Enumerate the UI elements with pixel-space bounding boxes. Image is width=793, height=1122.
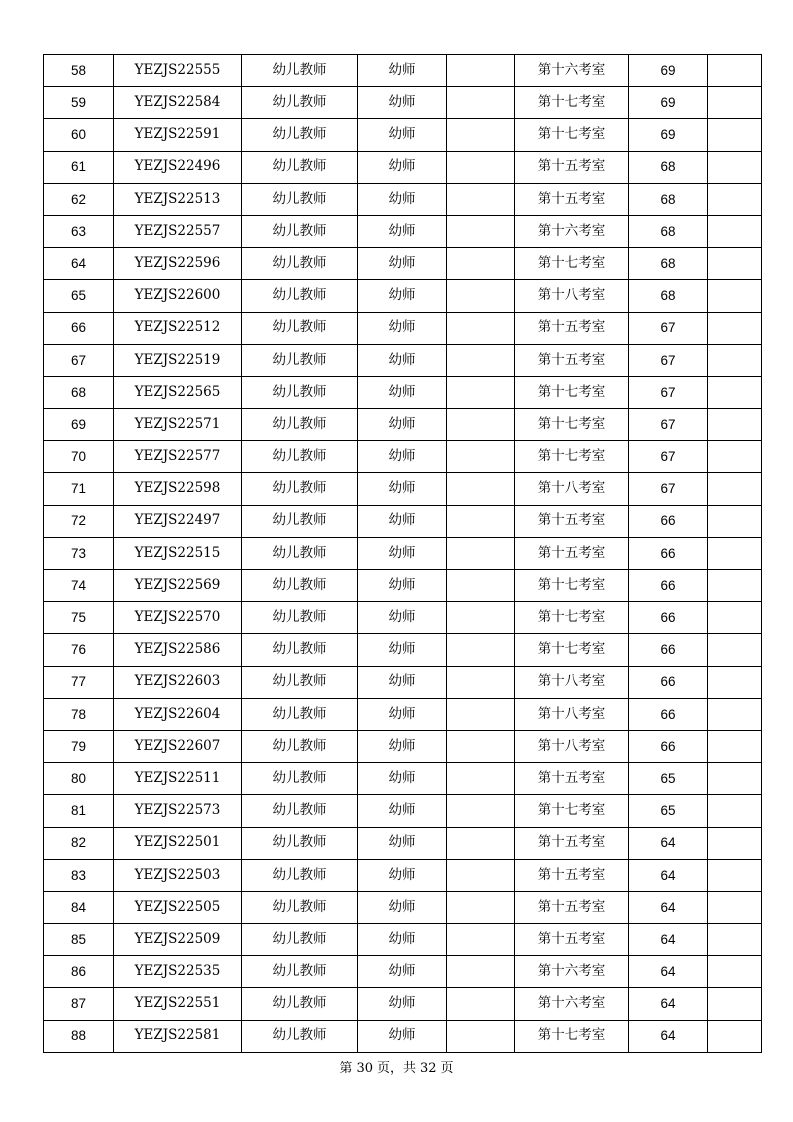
score-cell: 67 xyxy=(629,441,708,473)
blank-cell xyxy=(447,505,515,537)
room-cell: 第十七考室 xyxy=(515,376,629,408)
score-cell: 64 xyxy=(629,859,708,891)
footer-middle: 页，共 xyxy=(376,1061,416,1076)
subject-cell: 幼师 xyxy=(358,87,447,119)
table-row xyxy=(44,602,762,634)
exam-id-cell: YEZJS22581 xyxy=(114,1020,242,1052)
score-cell: 67 xyxy=(629,473,708,505)
score-cell: 68 xyxy=(629,151,708,183)
subject-cell: 幼师 xyxy=(358,248,447,280)
blank-cell xyxy=(447,827,515,859)
note-cell xyxy=(708,280,762,312)
table-row xyxy=(44,924,762,956)
exam-id-cell: YEZJS22512 xyxy=(114,312,242,344)
seq-cell: 86 xyxy=(44,956,114,988)
seq-cell: 83 xyxy=(44,859,114,891)
table-row xyxy=(44,248,762,280)
footer-total-pages: 32 xyxy=(420,1061,437,1076)
exam-id-cell: YEZJS22511 xyxy=(114,763,242,795)
score-cell: 66 xyxy=(629,634,708,666)
score-cell: 65 xyxy=(629,795,708,827)
score-cell: 67 xyxy=(629,409,708,441)
position-cell: 幼儿教师 xyxy=(242,795,358,827)
footer-prefix: 第 xyxy=(339,1061,353,1076)
table-row xyxy=(44,473,762,505)
table-row xyxy=(44,376,762,408)
score-cell: 68 xyxy=(629,280,708,312)
subject-cell: 幼师 xyxy=(358,602,447,634)
table-row xyxy=(44,634,762,666)
seq-cell: 63 xyxy=(44,215,114,247)
table-row xyxy=(44,215,762,247)
note-cell xyxy=(708,409,762,441)
room-cell: 第十五考室 xyxy=(515,537,629,569)
seq-cell: 82 xyxy=(44,827,114,859)
room-cell: 第十五考室 xyxy=(515,763,629,795)
position-cell: 幼儿教师 xyxy=(242,441,358,473)
note-cell xyxy=(708,859,762,891)
room-cell: 第十八考室 xyxy=(515,666,629,698)
subject-cell: 幼师 xyxy=(358,956,447,988)
score-cell: 68 xyxy=(629,215,708,247)
exam-id-cell: YEZJS22577 xyxy=(114,441,242,473)
score-cell: 64 xyxy=(629,1020,708,1052)
exam-id-cell: YEZJS22515 xyxy=(114,537,242,569)
note-cell xyxy=(708,473,762,505)
note-cell xyxy=(708,891,762,923)
position-cell: 幼儿教师 xyxy=(242,248,358,280)
seq-cell: 61 xyxy=(44,151,114,183)
seq-cell: 69 xyxy=(44,409,114,441)
seq-cell: 58 xyxy=(44,55,114,87)
score-cell: 64 xyxy=(629,988,708,1020)
subject-cell: 幼师 xyxy=(358,891,447,923)
table-row xyxy=(44,891,762,923)
position-cell: 幼儿教师 xyxy=(242,859,358,891)
table-row xyxy=(44,730,762,762)
exam-id-cell: YEZJS22505 xyxy=(114,891,242,923)
seq-cell: 68 xyxy=(44,376,114,408)
room-cell: 第十七考室 xyxy=(515,248,629,280)
seq-cell: 66 xyxy=(44,312,114,344)
subject-cell: 幼师 xyxy=(358,988,447,1020)
exam-id-cell: YEZJS22591 xyxy=(114,119,242,151)
blank-cell xyxy=(447,183,515,215)
score-cell: 67 xyxy=(629,376,708,408)
note-cell xyxy=(708,570,762,602)
note-cell xyxy=(708,505,762,537)
subject-cell: 幼师 xyxy=(358,859,447,891)
table-row xyxy=(44,119,762,151)
position-cell: 幼儿教师 xyxy=(242,473,358,505)
table-row xyxy=(44,151,762,183)
note-cell xyxy=(708,634,762,666)
exam-id-cell: YEZJS22573 xyxy=(114,795,242,827)
position-cell: 幼儿教师 xyxy=(242,763,358,795)
subject-cell: 幼师 xyxy=(358,55,447,87)
note-cell xyxy=(708,537,762,569)
exam-id-cell: YEZJS22570 xyxy=(114,602,242,634)
room-cell: 第十五考室 xyxy=(515,312,629,344)
note-cell xyxy=(708,248,762,280)
room-cell: 第十五考室 xyxy=(515,151,629,183)
room-cell: 第十五考室 xyxy=(515,891,629,923)
score-cell: 66 xyxy=(629,570,708,602)
subject-cell: 幼师 xyxy=(358,570,447,602)
subject-cell: 幼师 xyxy=(358,215,447,247)
note-cell xyxy=(708,666,762,698)
score-cell: 66 xyxy=(629,602,708,634)
subject-cell: 幼师 xyxy=(358,827,447,859)
score-cell: 66 xyxy=(629,537,708,569)
subject-cell: 幼师 xyxy=(358,409,447,441)
exam-id-cell: YEZJS22596 xyxy=(114,248,242,280)
seq-cell: 80 xyxy=(44,763,114,795)
subject-cell: 幼师 xyxy=(358,151,447,183)
blank-cell xyxy=(447,956,515,988)
note-cell xyxy=(708,312,762,344)
position-cell: 幼儿教师 xyxy=(242,87,358,119)
table-row xyxy=(44,666,762,698)
room-cell: 第十六考室 xyxy=(515,988,629,1020)
room-cell: 第十五考室 xyxy=(515,344,629,376)
exam-id-cell: YEZJS22496 xyxy=(114,151,242,183)
seq-cell: 59 xyxy=(44,87,114,119)
subject-cell: 幼师 xyxy=(358,312,447,344)
note-cell xyxy=(708,55,762,87)
subject-cell: 幼师 xyxy=(358,376,447,408)
position-cell: 幼儿教师 xyxy=(242,1020,358,1052)
room-cell: 第十七考室 xyxy=(515,795,629,827)
blank-cell xyxy=(447,344,515,376)
exam-id-cell: YEZJS22586 xyxy=(114,634,242,666)
exam-id-cell: YEZJS22571 xyxy=(114,409,242,441)
score-cell: 66 xyxy=(629,698,708,730)
subject-cell: 幼师 xyxy=(358,537,447,569)
table-row xyxy=(44,505,762,537)
seq-cell: 72 xyxy=(44,505,114,537)
footer-current-page: 30 xyxy=(356,1061,373,1076)
note-cell xyxy=(708,87,762,119)
blank-cell xyxy=(447,859,515,891)
subject-cell: 幼师 xyxy=(358,698,447,730)
blank-cell xyxy=(447,602,515,634)
seq-cell: 78 xyxy=(44,698,114,730)
room-cell: 第十七考室 xyxy=(515,1020,629,1052)
table-row xyxy=(44,827,762,859)
seq-cell: 64 xyxy=(44,248,114,280)
table-row xyxy=(44,988,762,1020)
position-cell: 幼儿教师 xyxy=(242,151,358,183)
position-cell: 幼儿教师 xyxy=(242,666,358,698)
seq-cell: 75 xyxy=(44,602,114,634)
exam-id-cell: YEZJS22557 xyxy=(114,215,242,247)
exam-id-cell: YEZJS22603 xyxy=(114,666,242,698)
seq-cell: 87 xyxy=(44,988,114,1020)
table-row xyxy=(44,570,762,602)
exam-id-cell: YEZJS22598 xyxy=(114,473,242,505)
note-cell xyxy=(708,827,762,859)
exam-id-cell: YEZJS22565 xyxy=(114,376,242,408)
position-cell: 幼儿教师 xyxy=(242,570,358,602)
blank-cell xyxy=(447,730,515,762)
position-cell: 幼儿教师 xyxy=(242,344,358,376)
note-cell xyxy=(708,183,762,215)
blank-cell xyxy=(447,795,515,827)
table-row xyxy=(44,280,762,312)
score-cell: 66 xyxy=(629,666,708,698)
subject-cell: 幼师 xyxy=(358,505,447,537)
results-table xyxy=(43,54,762,1053)
table-row xyxy=(44,1020,762,1052)
note-cell xyxy=(708,215,762,247)
blank-cell xyxy=(447,87,515,119)
seq-cell: 77 xyxy=(44,666,114,698)
blank-cell xyxy=(447,280,515,312)
position-cell: 幼儿教师 xyxy=(242,312,358,344)
blank-cell xyxy=(447,634,515,666)
blank-cell xyxy=(447,441,515,473)
room-cell: 第十六考室 xyxy=(515,215,629,247)
exam-id-cell: YEZJS22584 xyxy=(114,87,242,119)
table-row xyxy=(44,795,762,827)
exam-id-cell: YEZJS22600 xyxy=(114,280,242,312)
exam-id-cell: YEZJS22503 xyxy=(114,859,242,891)
seq-cell: 62 xyxy=(44,183,114,215)
page-footer xyxy=(0,1057,793,1076)
room-cell: 第十六考室 xyxy=(515,956,629,988)
position-cell: 幼儿教师 xyxy=(242,602,358,634)
seq-cell: 84 xyxy=(44,891,114,923)
position-cell: 幼儿教师 xyxy=(242,827,358,859)
table-row xyxy=(44,87,762,119)
exam-id-cell: YEZJS22519 xyxy=(114,344,242,376)
position-cell: 幼儿教师 xyxy=(242,634,358,666)
position-cell: 幼儿教师 xyxy=(242,891,358,923)
exam-id-cell: YEZJS22501 xyxy=(114,827,242,859)
score-cell: 69 xyxy=(629,119,708,151)
room-cell: 第十五考室 xyxy=(515,924,629,956)
subject-cell: 幼师 xyxy=(358,280,447,312)
note-cell xyxy=(708,151,762,183)
position-cell: 幼儿教师 xyxy=(242,537,358,569)
score-cell: 68 xyxy=(629,248,708,280)
table-row xyxy=(44,441,762,473)
score-cell: 68 xyxy=(629,183,708,215)
position-cell: 幼儿教师 xyxy=(242,280,358,312)
seq-cell: 71 xyxy=(44,473,114,505)
subject-cell: 幼师 xyxy=(358,441,447,473)
table-row xyxy=(44,698,762,730)
subject-cell: 幼师 xyxy=(358,344,447,376)
table-body xyxy=(44,55,762,1053)
exam-id-cell: YEZJS22551 xyxy=(114,988,242,1020)
footer-suffix: 页 xyxy=(440,1061,454,1076)
note-cell xyxy=(708,924,762,956)
seq-cell: 74 xyxy=(44,570,114,602)
position-cell: 幼儿教师 xyxy=(242,956,358,988)
blank-cell xyxy=(447,698,515,730)
blank-cell xyxy=(447,55,515,87)
blank-cell xyxy=(447,151,515,183)
room-cell: 第十五考室 xyxy=(515,505,629,537)
note-cell xyxy=(708,698,762,730)
score-cell: 67 xyxy=(629,344,708,376)
position-cell: 幼儿教师 xyxy=(242,988,358,1020)
note-cell xyxy=(708,956,762,988)
position-cell: 幼儿教师 xyxy=(242,55,358,87)
seq-cell: 79 xyxy=(44,730,114,762)
room-cell: 第十五考室 xyxy=(515,827,629,859)
exam-id-cell: YEZJS22513 xyxy=(114,183,242,215)
position-cell: 幼儿教师 xyxy=(242,183,358,215)
table-row xyxy=(44,956,762,988)
subject-cell: 幼师 xyxy=(358,1020,447,1052)
room-cell: 第十五考室 xyxy=(515,183,629,215)
exam-id-cell: YEZJS22569 xyxy=(114,570,242,602)
blank-cell xyxy=(447,248,515,280)
seq-cell: 88 xyxy=(44,1020,114,1052)
score-cell: 64 xyxy=(629,956,708,988)
position-cell: 幼儿教师 xyxy=(242,698,358,730)
table-row xyxy=(44,763,762,795)
note-cell xyxy=(708,763,762,795)
table-row xyxy=(44,312,762,344)
note-cell xyxy=(708,602,762,634)
position-cell: 幼儿教师 xyxy=(242,215,358,247)
note-cell xyxy=(708,795,762,827)
room-cell: 第十七考室 xyxy=(515,409,629,441)
note-cell xyxy=(708,441,762,473)
seq-cell: 67 xyxy=(44,344,114,376)
room-cell: 第十七考室 xyxy=(515,634,629,666)
room-cell: 第十八考室 xyxy=(515,698,629,730)
seq-cell: 60 xyxy=(44,119,114,151)
room-cell: 第十七考室 xyxy=(515,570,629,602)
room-cell: 第十七考室 xyxy=(515,119,629,151)
seq-cell: 76 xyxy=(44,634,114,666)
blank-cell xyxy=(447,570,515,602)
blank-cell xyxy=(447,1020,515,1052)
table-row xyxy=(44,859,762,891)
room-cell: 第十八考室 xyxy=(515,473,629,505)
blank-cell xyxy=(447,473,515,505)
room-cell: 第十七考室 xyxy=(515,87,629,119)
blank-cell xyxy=(447,666,515,698)
room-cell: 第十八考室 xyxy=(515,280,629,312)
table-row xyxy=(44,344,762,376)
score-cell: 64 xyxy=(629,827,708,859)
score-cell: 64 xyxy=(629,891,708,923)
seq-cell: 65 xyxy=(44,280,114,312)
room-cell: 第十六考室 xyxy=(515,55,629,87)
exam-id-cell: YEZJS22604 xyxy=(114,698,242,730)
note-cell xyxy=(708,376,762,408)
position-cell: 幼儿教师 xyxy=(242,730,358,762)
score-cell: 67 xyxy=(629,312,708,344)
exam-id-cell: YEZJS22535 xyxy=(114,956,242,988)
score-cell: 66 xyxy=(629,505,708,537)
score-cell: 64 xyxy=(629,924,708,956)
exam-id-cell: YEZJS22509 xyxy=(114,924,242,956)
seq-cell: 73 xyxy=(44,537,114,569)
blank-cell xyxy=(447,891,515,923)
subject-cell: 幼师 xyxy=(358,473,447,505)
subject-cell: 幼师 xyxy=(358,119,447,151)
position-cell: 幼儿教师 xyxy=(242,924,358,956)
subject-cell: 幼师 xyxy=(358,730,447,762)
position-cell: 幼儿教师 xyxy=(242,505,358,537)
room-cell: 第十八考室 xyxy=(515,730,629,762)
blank-cell xyxy=(447,119,515,151)
subject-cell: 幼师 xyxy=(358,666,447,698)
subject-cell: 幼师 xyxy=(358,795,447,827)
table-row xyxy=(44,409,762,441)
score-cell: 69 xyxy=(629,87,708,119)
table-row xyxy=(44,183,762,215)
position-cell: 幼儿教师 xyxy=(242,376,358,408)
score-cell: 66 xyxy=(629,730,708,762)
seq-cell: 70 xyxy=(44,441,114,473)
blank-cell xyxy=(447,924,515,956)
note-cell xyxy=(708,1020,762,1052)
room-cell: 第十七考室 xyxy=(515,602,629,634)
room-cell: 第十五考室 xyxy=(515,859,629,891)
room-cell: 第十七考室 xyxy=(515,441,629,473)
subject-cell: 幼师 xyxy=(358,183,447,215)
blank-cell xyxy=(447,537,515,569)
exam-id-cell: YEZJS22555 xyxy=(114,55,242,87)
seq-cell: 85 xyxy=(44,924,114,956)
exam-id-cell: YEZJS22497 xyxy=(114,505,242,537)
note-cell xyxy=(708,344,762,376)
exam-id-cell: YEZJS22607 xyxy=(114,730,242,762)
position-cell: 幼儿教师 xyxy=(242,409,358,441)
blank-cell xyxy=(447,763,515,795)
blank-cell xyxy=(447,988,515,1020)
note-cell xyxy=(708,119,762,151)
score-cell: 69 xyxy=(629,55,708,87)
score-cell: 65 xyxy=(629,763,708,795)
blank-cell xyxy=(447,215,515,247)
subject-cell: 幼师 xyxy=(358,924,447,956)
subject-cell: 幼师 xyxy=(358,634,447,666)
table-row xyxy=(44,55,762,87)
blank-cell xyxy=(447,376,515,408)
blank-cell xyxy=(447,312,515,344)
table-row xyxy=(44,537,762,569)
blank-cell xyxy=(447,409,515,441)
note-cell xyxy=(708,988,762,1020)
seq-cell: 81 xyxy=(44,795,114,827)
subject-cell: 幼师 xyxy=(358,763,447,795)
position-cell: 幼儿教师 xyxy=(242,119,358,151)
note-cell xyxy=(708,730,762,762)
